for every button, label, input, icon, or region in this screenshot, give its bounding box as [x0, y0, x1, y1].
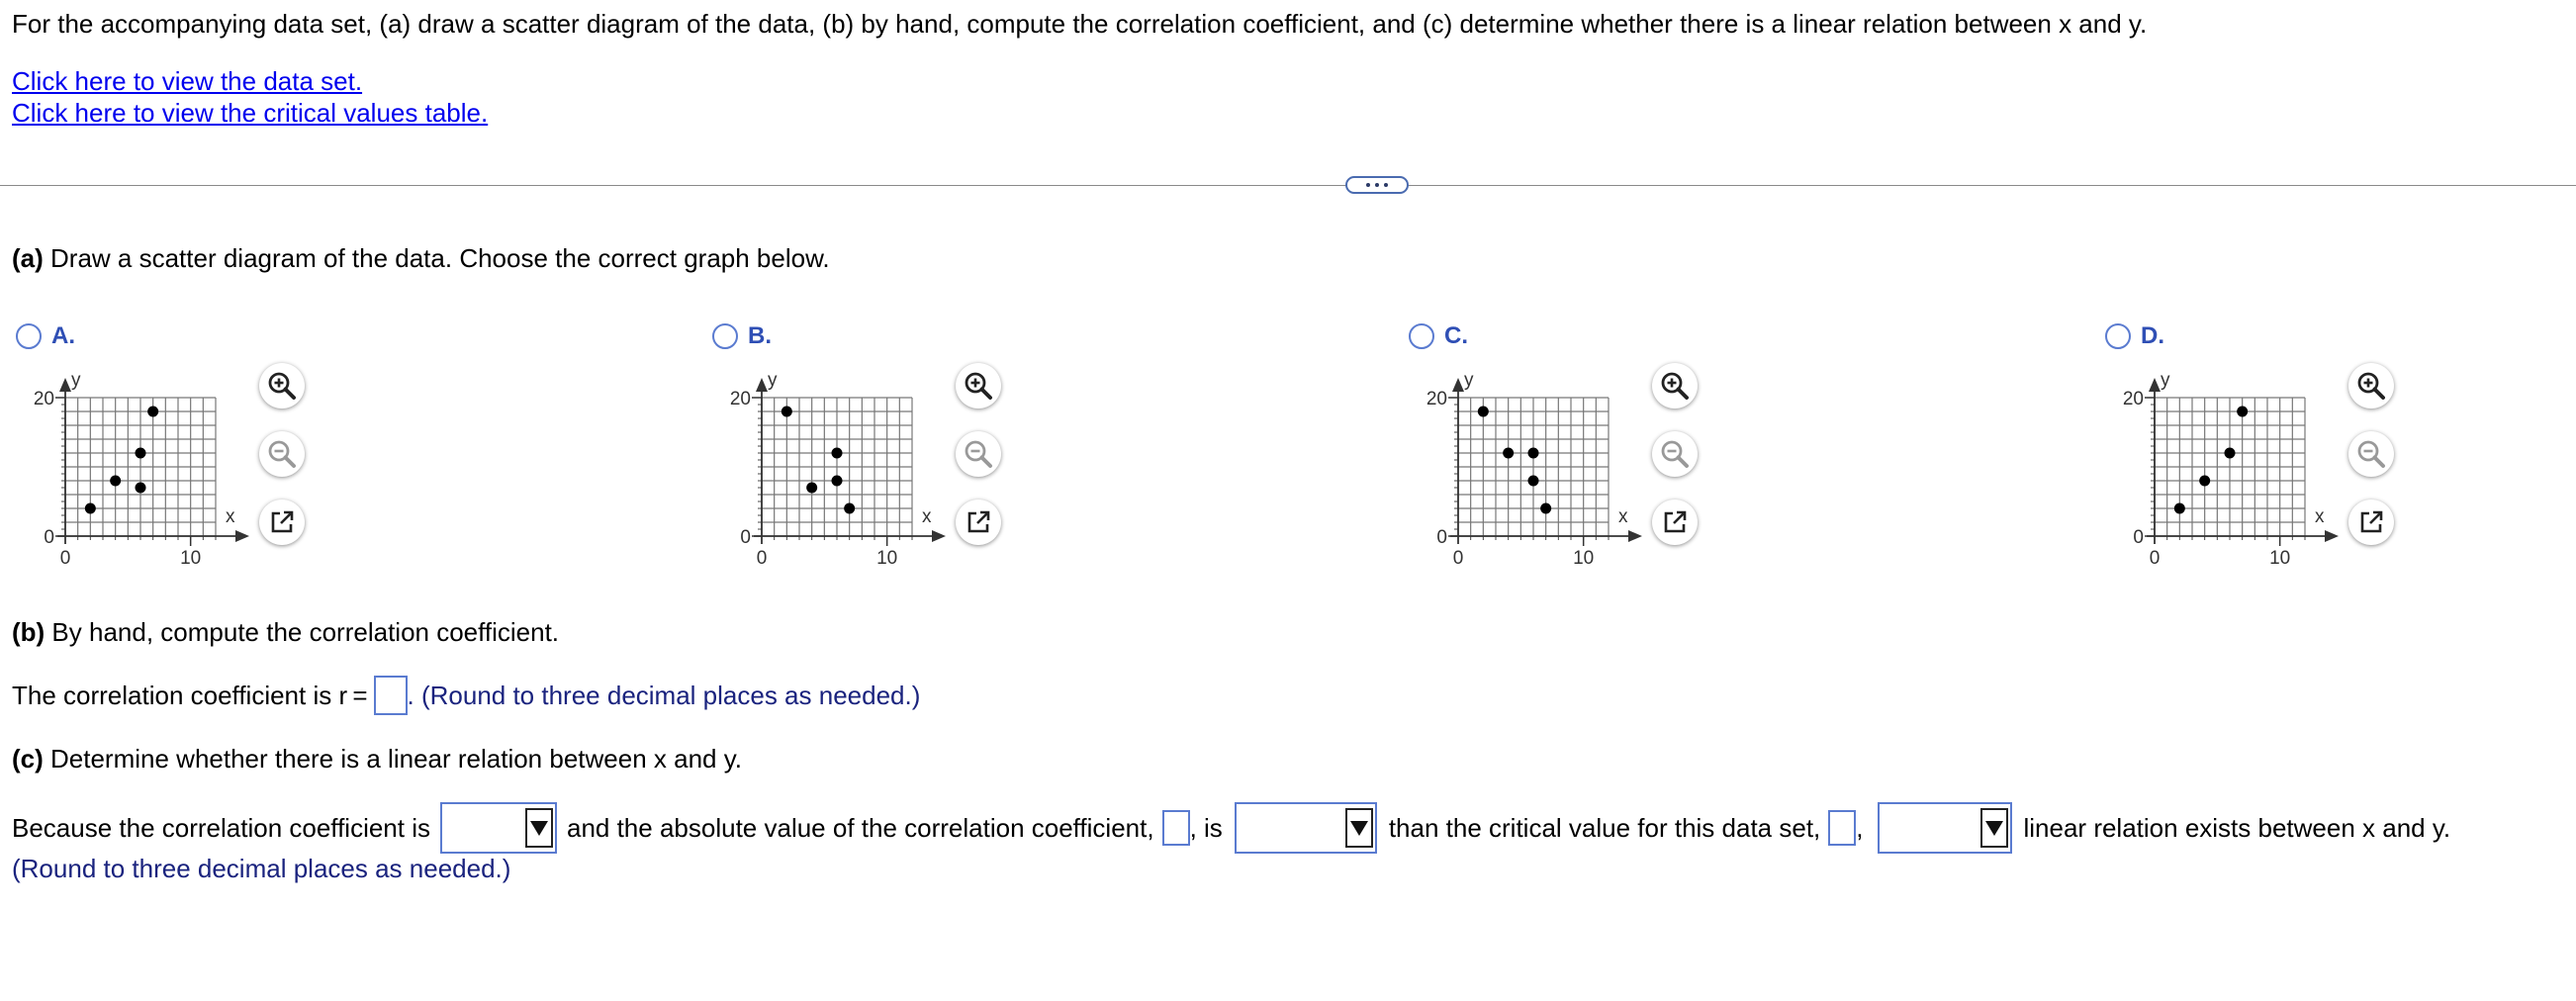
- option-a-zoom-out-button[interactable]: [259, 431, 305, 477]
- option-a-choice[interactable]: [16, 317, 75, 356]
- x-axis-label: x: [226, 506, 235, 527]
- data-point: [782, 407, 792, 417]
- part-a-instruction: [12, 242, 830, 274]
- x-axis-label: x: [1618, 506, 1628, 527]
- option-d-letter: D.: [2141, 322, 2164, 349]
- data-point: [806, 483, 817, 494]
- popout-icon: [1660, 507, 1690, 537]
- part-c-text: Determine whether there is a linear relation between x and y.: [43, 744, 743, 774]
- view-dataset-link[interactable]: Click here to view the data set.: [12, 66, 363, 96]
- data-point: [147, 407, 158, 417]
- option-b-radio[interactable]: [712, 323, 738, 349]
- y-axis-arrow: [2149, 378, 2161, 392]
- popout-icon: [964, 507, 993, 537]
- section-divider: [0, 185, 2576, 186]
- round-note-c: (Round to three decimal places as needed.): [12, 854, 511, 883]
- y-tick-label: 20: [2122, 389, 2144, 410]
- data-point: [2199, 476, 2210, 487]
- option-b-scatter-plot: [716, 366, 973, 574]
- option-b-choice[interactable]: [712, 317, 772, 356]
- view-critical-values-link[interactable]: Click here to view the critical values table.: [12, 98, 489, 128]
- part-b-text: By hand, compute the correlation coefficient.: [45, 617, 560, 647]
- x-axis-label: x: [2315, 506, 2325, 527]
- part-c-answer-row: [12, 801, 2450, 855]
- data-point: [85, 503, 96, 514]
- zoom-in-icon: [2355, 370, 2387, 402]
- option-a-letter: A.: [51, 322, 75, 349]
- data-point: [1540, 503, 1551, 514]
- sentence-part-4: than the critical value for this data set,: [1388, 812, 1821, 843]
- option-d-choice[interactable]: [2105, 317, 2164, 356]
- option-c-zoom-in-button[interactable]: [1652, 363, 1698, 409]
- option-d-scatter-plot: [2109, 366, 2366, 574]
- option-b-zoom-out-button[interactable]: [956, 431, 1001, 477]
- y-axis-arrow: [59, 378, 71, 392]
- sentence-part-6: linear relation exists between x and y.: [2023, 812, 2451, 843]
- option-c-popout-button[interactable]: [1652, 500, 1698, 545]
- zoom-in-icon: [963, 370, 994, 402]
- part-b-label: (b): [12, 617, 46, 647]
- y-axis-arrow: [1452, 378, 1464, 392]
- data-point: [1528, 448, 1539, 459]
- part-b-instruction: [12, 616, 559, 648]
- x-tick-label: 0: [2149, 548, 2161, 569]
- popout-icon: [2356, 507, 2386, 537]
- option-a-popout-button[interactable]: [259, 500, 305, 545]
- correlation-input[interactable]: [374, 676, 408, 715]
- option-c-scatter-plot: [1413, 366, 1670, 574]
- option-a-zoom-in-button[interactable]: [259, 363, 305, 409]
- data-point: [2225, 448, 2236, 459]
- x-tick-label: 0: [1452, 548, 1464, 569]
- x-axis-arrow: [1628, 530, 1642, 542]
- y-tick-label: 20: [33, 389, 54, 410]
- sentence-part-5: ,: [1856, 812, 1864, 843]
- data-point: [2174, 503, 2185, 514]
- abs-correlation-input[interactable]: [1162, 810, 1190, 846]
- data-point: [832, 448, 843, 459]
- zoom-out-icon: [963, 438, 994, 470]
- sentence-part-3: , is: [1189, 812, 1223, 843]
- dropdown-arrow-icon: [525, 808, 553, 848]
- option-c-choice[interactable]: [1409, 317, 1468, 356]
- option-c-zoom-out-button[interactable]: [1652, 431, 1698, 477]
- expand-toggle-button[interactable]: [1345, 176, 1409, 194]
- x-axis-arrow: [932, 530, 946, 542]
- option-d-zoom-out-button[interactable]: [2348, 431, 2394, 477]
- option-d-popout-button[interactable]: [2348, 500, 2394, 545]
- zoom-out-icon: [266, 438, 298, 470]
- zoom-in-icon: [1659, 370, 1691, 402]
- y-axis-arrow: [756, 378, 768, 392]
- correlation-sign-select[interactable]: [440, 802, 557, 854]
- data-point: [2237, 407, 2248, 417]
- y-tick-label: 20: [729, 389, 751, 410]
- option-d-zoom-in-button[interactable]: [2348, 363, 2394, 409]
- x-tick-label: 0: [59, 548, 71, 569]
- data-point: [1503, 448, 1514, 459]
- y-tick-label: 0: [740, 527, 751, 548]
- dropdown-arrow-icon: [1980, 808, 2008, 848]
- data-point: [136, 448, 146, 459]
- part-c-instruction: [12, 743, 742, 774]
- zoom-in-icon: [266, 370, 298, 402]
- dot: [1384, 183, 1388, 187]
- y-axis-label: y: [768, 370, 778, 391]
- x-axis-arrow: [235, 530, 249, 542]
- round-note: . (Round to three decimal places as needed.): [407, 680, 921, 710]
- dot: [1366, 183, 1370, 187]
- dropdown-arrow-icon: [1345, 808, 1373, 848]
- data-point: [1478, 407, 1489, 417]
- data-point: [136, 483, 146, 494]
- option-d-radio[interactable]: [2105, 323, 2131, 349]
- data-point: [844, 503, 855, 514]
- x-tick-label: 10: [876, 548, 898, 569]
- data-point: [110, 476, 121, 487]
- popout-icon: [267, 507, 297, 537]
- dot: [1375, 183, 1379, 187]
- data-point: [1528, 476, 1539, 487]
- y-axis-label: y: [1464, 370, 1474, 391]
- relation-exists-select[interactable]: [1878, 802, 2012, 854]
- option-c-letter: C.: [1444, 322, 1468, 349]
- zoom-out-icon: [1659, 438, 1691, 470]
- x-axis-label: x: [922, 506, 932, 527]
- critical-value-input[interactable]: [1828, 810, 1856, 846]
- option-a-scatter-plot: [20, 366, 277, 574]
- part-a-text: Draw a scatter diagram of the data. Choose the correct graph below.: [43, 243, 830, 273]
- sentence-part-1: Because the correlation coefficient is: [12, 812, 430, 843]
- part-c-label: (c): [12, 744, 44, 774]
- correlation-prompt: The correlation coefficient is r =: [12, 680, 368, 710]
- part-b-answer-row: [12, 674, 920, 717]
- option-b-zoom-in-button[interactable]: [956, 363, 1001, 409]
- x-axis-arrow: [2325, 530, 2339, 542]
- option-c-radio[interactable]: [1409, 323, 1434, 349]
- option-b-popout-button[interactable]: [956, 500, 1001, 545]
- x-tick-label: 10: [180, 548, 202, 569]
- y-tick-label: 0: [2133, 527, 2144, 548]
- zoom-out-icon: [2355, 438, 2387, 470]
- data-point: [832, 476, 843, 487]
- sentence-part-2: and the absolute value of the correlation coefficient,: [566, 812, 1154, 843]
- y-axis-label: y: [2161, 370, 2170, 391]
- question-prompt: For the accompanying data set, (a) draw a scatter diagram of the data, (b) by hand, compute the correlation coefficient, and (c) determine whether there is a linear relation between x and y.: [12, 9, 2148, 39]
- x-tick-label: 10: [2269, 548, 2291, 569]
- y-tick-label: 20: [1426, 389, 1447, 410]
- x-tick-label: 0: [756, 548, 768, 569]
- option-b-letter: B.: [748, 322, 772, 349]
- y-tick-label: 0: [44, 527, 54, 548]
- x-tick-label: 10: [1573, 548, 1595, 569]
- part-a-label: (a): [12, 243, 44, 273]
- option-a-radio[interactable]: [16, 323, 42, 349]
- y-tick-label: 0: [1436, 527, 1447, 548]
- comparison-select[interactable]: [1235, 802, 1377, 854]
- y-axis-label: y: [71, 370, 81, 391]
